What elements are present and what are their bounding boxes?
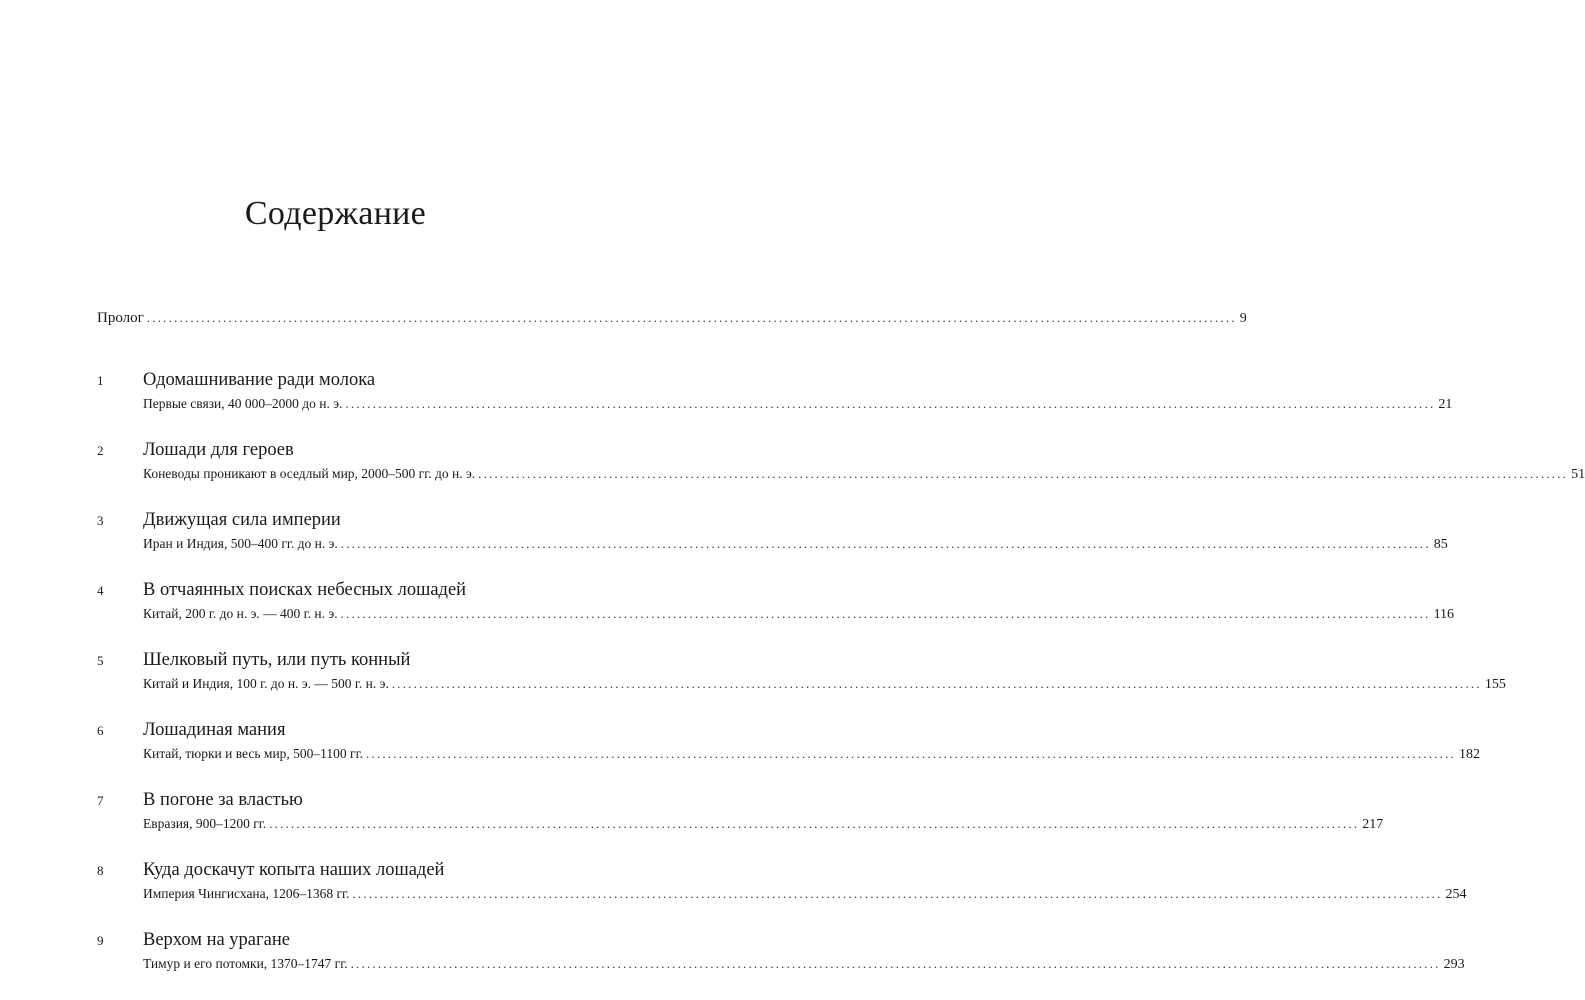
chapter-subtitle: Империя Чингисхана, 1206–1368 гг. xyxy=(143,886,350,901)
chapter-subtitle: Евразия, 900–1200 гг. xyxy=(143,816,267,831)
chapter-subtitle: Китай, 200 г. до н. э. — 400 г. н. э. xyxy=(143,606,338,621)
chapter-subtitle: Тимур и его потомки, 1370–1747 гг. xyxy=(143,956,348,971)
chapter-subtitle: Китай и Индия, 100 г. до н. э. — 500 г. н. э. xyxy=(143,676,389,691)
chapter-title: Верхом на урагане xyxy=(143,930,290,950)
chapter-subtitle: Иран и Индия, 500–400 гг. до н. э. xyxy=(143,536,338,551)
toc-entry-prologue[interactable] xyxy=(97,310,1247,327)
page-number: 51 xyxy=(1571,467,1585,482)
chapter-title: Движущая сила империи xyxy=(143,510,341,530)
toc-entry-chapter-5[interactable] xyxy=(97,647,1506,695)
toc-entry-chapter-7[interactable] xyxy=(97,787,1384,835)
chapter-subtitle: Первые связи, 40 000–2000 до н. э. xyxy=(143,396,343,411)
chapter-number: 9 xyxy=(97,933,104,948)
dot-leader: ........................................................................................................................................................................................................ xyxy=(345,396,1436,411)
dot-leader: ........................................................................................................................................................................................................ xyxy=(269,816,1360,831)
toc-entry-chapter-4[interactable] xyxy=(97,577,1455,625)
chapter-subtitle: Китай, тюрки и весь мир, 500–1100 гг. xyxy=(143,746,363,761)
page-number: 155 xyxy=(1484,677,1506,692)
toc-entry-chapter-1[interactable] xyxy=(97,367,1453,415)
chapter-title: Лошадиная мания xyxy=(143,720,286,740)
page-number: 9 xyxy=(1239,311,1247,326)
page-number: 182 xyxy=(1458,747,1480,762)
dot-leader: ........................................................................................................................................................................................................ xyxy=(340,536,1431,551)
prologue-label: Пролог xyxy=(97,310,144,326)
dot-leader: ........................................................................................................................................................................................................ xyxy=(146,310,1237,325)
chapter-number: 5 xyxy=(97,653,104,668)
page-number: 85 xyxy=(1433,537,1448,552)
chapter-number: 7 xyxy=(97,793,104,808)
page-number: 217 xyxy=(1362,817,1384,832)
chapter-title: В отчаянных поисках небесных лошадей xyxy=(143,580,467,600)
dot-leader: ........................................................................................................................................................................................................ xyxy=(365,746,1456,761)
toc-entry-chapter-9[interactable] xyxy=(97,927,1465,975)
chapter-title: Куда доскачут копыта наших лошадей xyxy=(143,860,445,880)
chapter-title: Лошади для героев xyxy=(143,440,294,460)
toc-entry-chapter-8[interactable] xyxy=(97,857,1467,905)
page-number: 116 xyxy=(1433,607,1455,622)
dot-leader: ........................................................................................................................................................................................................ xyxy=(352,886,1443,901)
dot-leader: ........................................................................................................................................................................................................ xyxy=(478,466,1569,481)
toc-entry-chapter-3[interactable] xyxy=(97,507,1448,555)
chapter-number: 1 xyxy=(97,373,104,388)
chapter-subtitle: Коневоды проникают в оседлый мир, 2000–500 гг. до н. э. xyxy=(143,466,476,481)
chapter-title: Одомашнивание ради молока xyxy=(143,370,376,390)
dot-leader: ........................................................................................................................................................................................................ xyxy=(391,676,1482,691)
chapter-number: 4 xyxy=(97,583,104,598)
page-title: Содержание xyxy=(244,194,427,232)
toc-entry-chapter-6[interactable] xyxy=(97,717,1480,765)
chapter-title: Шелковый путь, или путь конный xyxy=(143,650,411,670)
chapter-number: 3 xyxy=(97,513,104,528)
chapter-number: 8 xyxy=(97,863,104,878)
chapter-number: 6 xyxy=(97,723,104,738)
page-number: 21 xyxy=(1438,397,1453,412)
page-number: 293 xyxy=(1443,957,1465,972)
dot-leader: ........................................................................................................................................................................................................ xyxy=(350,956,1441,971)
chapter-title: В погоне за властью xyxy=(143,790,303,810)
toc-entry-chapter-2[interactable] xyxy=(97,437,1585,485)
chapter-number: 2 xyxy=(97,443,104,458)
dot-leader: ........................................................................................................................................................................................................ xyxy=(340,606,1431,621)
page-number: 254 xyxy=(1445,887,1467,902)
table-of-contents xyxy=(97,310,1585,975)
